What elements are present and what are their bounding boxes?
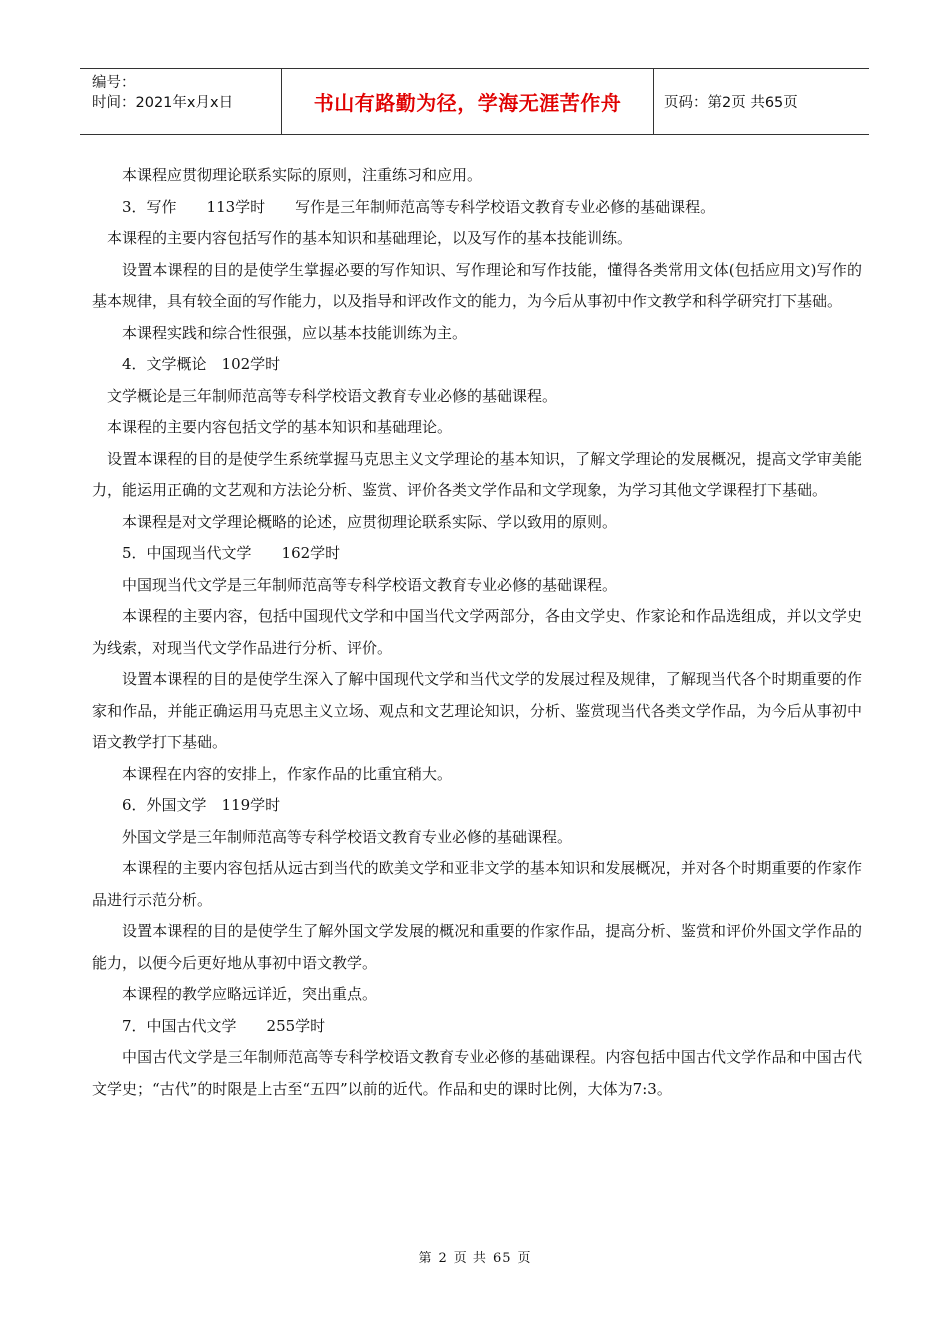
paragraph: 设置本课程的目的是使学生了解外国文学发展的概况和重要的作家作品，提高分析、鉴赏和评价外国文学作品的能力，以便今后更好地从事初中语文教学。 [92,922,862,972]
paragraph: 本课程是对文学理论概略的论述，应贯彻理论联系实际、学以致用的原则。 [122,512,618,531]
paragraph: 设置本课程的目的是使学生掌握必要的写作知识、写作理论和写作技能，懂得各类常用文体(包括应用文)写作的基本规律，具有较全面的写作能力，以及指导和评改作文的能力，为今后从事初中作文教学和科学研究打下基础。 [92,260,862,310]
paragraph: 本课程的主要内容包括写作的基本知识和基础理论，以及写作的基本技能训练。 [107,229,633,247]
number-label: 编号： [92,75,136,91]
date-label: 时间：2021年x月x日 [92,95,234,111]
header-motto: 书山有路勤为径，学海无涯苦作舟 [282,69,654,134]
paragraph: 中国现当代文学是三年制师范高等专科学校语文教育专业必修的基础课程。 [122,575,618,594]
paragraph: 设置本课程的目的是使学生系统掌握马克思主义文学理论的基本知识，了解文学理论的发展概况，提高文学审美能力，能运用正确的文艺观和方法论分析、鉴赏、评价各类文学作品和文学现象，为学习其他文学课程打下基础。 [92,449,862,499]
paragraph: 本课程在内容的安排上，作家作品的比重宜稍大。 [122,764,453,783]
paragraph: 设置本课程的目的是使学生深入了解中国现代文学和当代文学的发展过程及规律，了解现当代各个时期重要的作家和作品，并能正确运用马克思主义立场、观点和文艺理论知识，分析、鉴赏现当代各类文学作品，为今后从事初中语文教学打下基础。 [92,670,862,751]
footer-mid: 页 共 [453,1251,487,1266]
section-heading: 4．文学概论 102学时 [122,355,281,373]
section-heading: 7．中国古代文学 255学时 [122,1016,326,1035]
paragraph: 本课程的主要内容包括文学的基本知识和基础理论。 [107,418,453,436]
section-heading: 5．中国现当代文学 162学时 [122,544,341,562]
paragraph: 本课程的教学应略远详近，突出重点。 [122,985,378,1003]
section-heading: 6．外国文学 119学时 [122,796,281,814]
footer-suffix: 页 [517,1251,532,1266]
footer-page-number: 2 [438,1251,448,1266]
paragraph: 外国文学是三年制师范高等专科学校语文教育专业必修的基础课程。 [122,827,573,846]
paragraph: 文学概论是三年制师范高等专科学校语文教育专业必修的基础课程。 [107,386,558,405]
document-body [92,160,862,1105]
paragraph: 本课程的主要内容包括从远古到当代的欧美文学和亚非文学的基本知识和发展概况，并对各个时期重要的作家作品进行示范分析。 [92,859,862,909]
paragraph: 本课程应贯彻理论联系实际的原则，注重练习和应用。 [122,166,483,184]
section-heading: 3．写作 113学时 写作是三年制师范高等专科学校语文教育专业必修的基础课程。 [122,197,716,216]
paragraph: 本课程实践和综合性很强，应以基本技能训练为主。 [122,323,468,342]
header-meta-cell [80,69,282,134]
header-page-info: 页码：第2页 共65页 [664,95,798,111]
paragraph: 本课程的主要内容，包括中国现代文学和中国当代文学两部分，各由文学史、作家论和作品选组成，并以文学史为线索，对现当代文学作品进行分析、评价。 [92,607,862,657]
paragraph: 中国古代文学是三年制师范高等专科学校语文教育专业必修的基础课程。内容包括中国古代文学作品和中国古代文学史；“古代”的时限是上古至“五四”以前的近代。作品和史的课时比例，大体为7:3。 [92,1048,862,1098]
document-header [80,68,869,135]
footer-page-total: 65 [492,1251,512,1266]
footer-prefix: 第 [418,1251,433,1266]
page-footer [0,1247,950,1266]
